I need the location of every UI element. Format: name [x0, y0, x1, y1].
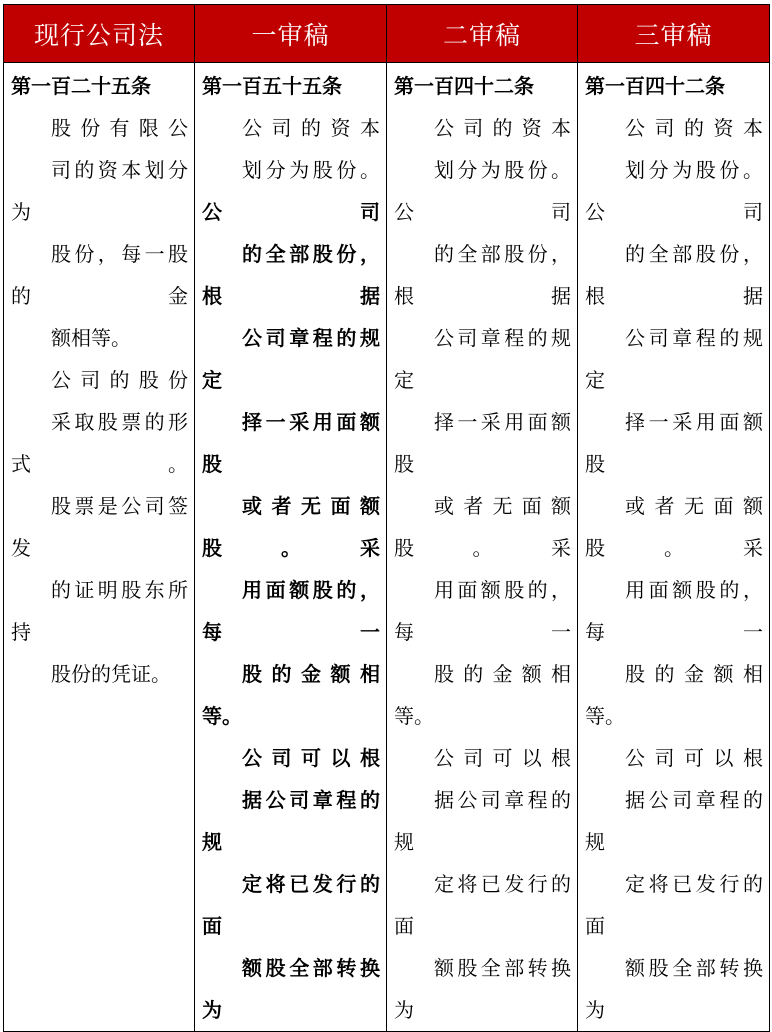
cell-current-law [4, 63, 195, 1032]
text-line: 股票是公司签发 [11, 494, 188, 560]
paragraph [11, 359, 188, 695]
header-row [4, 5, 770, 63]
header-current-law: 现行公司法 [4, 5, 195, 63]
text-line: 的证明股东所持 [11, 578, 188, 644]
text-line: 据公司章程的规 [585, 788, 763, 854]
paragraph [202, 737, 380, 1031]
text-line: 或者无面额股。采 [585, 494, 763, 560]
bold-text-run: 公司 [202, 200, 380, 224]
text-line: 定将已发行的面 [202, 872, 380, 938]
text-line: 公司可以根 [434, 746, 571, 770]
text-line: 用面额股的，每一 [585, 578, 763, 644]
paragraph [585, 737, 763, 1031]
text-run: 公司的资本 [242, 116, 380, 140]
paragraph [11, 107, 188, 359]
paragraph [394, 737, 571, 1031]
text-line: 择一采用面额股 [202, 410, 380, 476]
text-line: 公司可以根 [625, 746, 763, 770]
text-line: 额相等。 [51, 326, 131, 350]
text-line: 定将已发行的面 [585, 872, 763, 938]
text-line: 采取股票的形式。 [11, 410, 188, 476]
text-line: 用面额股的，每一 [202, 578, 380, 644]
text-line: 公司章程的规定 [202, 326, 380, 392]
text-line: 股的金额相等。 [394, 662, 571, 728]
text-line: 股份，每一股的金 [11, 242, 188, 308]
text-line: 公司的股份 [51, 368, 188, 392]
cell-second-draft [387, 63, 578, 1032]
text-line: 的全部股份，根据 [202, 242, 380, 308]
text-line: 额股全部转换为 [394, 956, 571, 1022]
article-number: 第一百四十二条 [394, 74, 534, 98]
text-line: 额股全部转换为 [585, 956, 763, 1022]
text-line: 公司的资本 [434, 116, 571, 140]
text-line: 划分为股份。公司 [585, 158, 763, 224]
text-line: 划分为股份。公司 [394, 158, 571, 224]
paragraph [202, 107, 380, 737]
content-row [4, 63, 770, 1032]
text-line: 据公司章程的规 [202, 788, 380, 854]
text-line: 公司章程的规定 [585, 326, 763, 392]
text-line: 定将已发行的面 [394, 872, 571, 938]
text-run: 划分为股份。 [242, 158, 380, 182]
header-third-draft: 三审稿 [578, 5, 770, 63]
text-line: 司的资本划分为 [11, 158, 188, 224]
cell-first-draft [195, 63, 387, 1032]
text-line: 股份的凭证。 [51, 662, 171, 686]
text-line: 或者无面额股。采 [202, 494, 380, 560]
text-line: 或者无面额股。采 [394, 494, 571, 560]
text-line: 股份有限公 [51, 116, 188, 140]
article-number: 第一百二十五条 [11, 74, 151, 98]
text-line: 额股全部转换为 [202, 956, 380, 1022]
header-second-draft: 二审稿 [387, 5, 578, 63]
article-number: 第一百五十五条 [202, 74, 342, 98]
text-line: 公司可以根 [242, 746, 380, 770]
text-line: 股的金额相等。 [202, 662, 380, 728]
comparison-table [3, 4, 770, 1032]
text-line: 股的金额相等。 [585, 662, 763, 728]
text-line: 公司章程的规定 [394, 326, 571, 392]
text-line: 的全部股份，根据 [394, 242, 571, 308]
header-first-draft: 一审稿 [195, 5, 387, 63]
text-line [202, 149, 380, 233]
text-line: 择一采用面额股 [394, 410, 571, 476]
text-line: 公司的资本 [625, 116, 763, 140]
paragraph [585, 107, 763, 737]
article-number: 第一百四十二条 [585, 74, 725, 98]
text-line: 据公司章程的规 [394, 788, 571, 854]
text-line [202, 107, 380, 149]
paragraph [394, 107, 571, 737]
text-line: 择一采用面额股 [585, 410, 763, 476]
text-line: 的全部股份，根据 [585, 242, 763, 308]
cell-third-draft [578, 63, 770, 1032]
text-line: 用面额股的，每一 [394, 578, 571, 644]
